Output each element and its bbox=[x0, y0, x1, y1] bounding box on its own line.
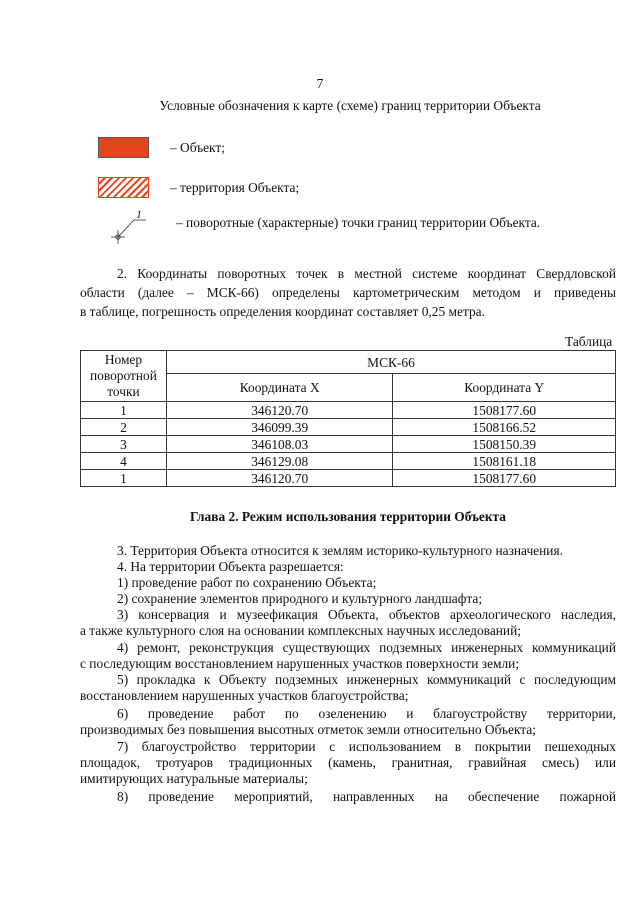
coord-y-cell: 1508166.52 bbox=[393, 419, 616, 436]
legend-points-label: – поворотные (характерные) точки границ территории Объекта. bbox=[176, 215, 541, 230]
legend-object-label: – Объект; bbox=[170, 140, 225, 155]
table-row bbox=[81, 470, 616, 487]
legend-heading: Условные обозначения к карте (схеме) границ территории Объекта bbox=[159, 98, 541, 113]
coord-x-header: Координата X bbox=[166, 374, 393, 402]
paragraph-2-line-1: 2. Координаты поворотных точек в местной системе координат Свердловской bbox=[117, 266, 616, 281]
table-row bbox=[81, 436, 616, 453]
page-number: 7 bbox=[316, 76, 324, 91]
territory-hatch-swatch bbox=[98, 177, 149, 198]
paragraph-2-line-2: области (далее – МСК-66) определены картометрическим методом и приведены bbox=[80, 285, 616, 300]
table-header-row bbox=[81, 351, 616, 374]
paragraph-3: 3. Территория Объекта относится к землям историко-культурного назначения. bbox=[117, 543, 563, 558]
point-number-header: Номер поворотной точки bbox=[81, 351, 167, 402]
coord-y-cell: 1508161.18 bbox=[393, 453, 616, 470]
coord-y-cell: 1508177.60 bbox=[393, 402, 616, 419]
list-item-4-line-2: с последующим восстановлением нарушенных участков поверхности земли; bbox=[80, 656, 520, 671]
list-item-3-line-1: 3) консервация и музеефикация Объекта, объектов археологического наследия, bbox=[117, 607, 616, 622]
list-item-7-line-3: имитирующих натуральные материалы; bbox=[80, 771, 308, 786]
coord-x-cell: 346120.70 bbox=[166, 470, 393, 487]
table-caption: Таблица bbox=[565, 334, 613, 349]
chapter-title: Глава 2. Режим использования территории Объекта bbox=[190, 509, 506, 524]
point-number-cell: 3 bbox=[81, 436, 167, 453]
object-swatch bbox=[98, 137, 149, 158]
table-row bbox=[81, 453, 616, 470]
coordinates-table bbox=[80, 350, 616, 487]
list-item-4-line-1: 4) ремонт, реконструкция существующих подземных инженерных коммуникаций bbox=[117, 640, 616, 655]
table-row bbox=[81, 419, 616, 436]
coord-x-cell: 346099.39 bbox=[166, 419, 393, 436]
list-item-7-line-1: 7) благоустройство территории с использованием в покрытии пешеходных bbox=[117, 739, 616, 754]
list-item-2: 2) сохранение элементов природного и культурного ландшафта; bbox=[117, 591, 483, 606]
list-item-1: 1) проведение работ по сохранению Объекта; bbox=[117, 575, 377, 590]
turning-point-number: 1 bbox=[136, 207, 142, 221]
coord-y-header: Координата Y bbox=[393, 374, 616, 402]
coord-y-cell: 1508150.39 bbox=[393, 436, 616, 453]
point-number-cell: 1 bbox=[81, 470, 167, 487]
point-number-cell: 4 bbox=[81, 453, 167, 470]
point-number-cell: 1 bbox=[81, 402, 167, 419]
coord-x-cell: 346120.70 bbox=[166, 402, 393, 419]
coordinate-system-header: МСК-66 bbox=[166, 351, 615, 374]
list-item-8-line-1: 8) проведение мероприятий, направленных на обеспечение пожарной bbox=[117, 789, 616, 804]
coord-y-cell: 1508177.60 bbox=[393, 470, 616, 487]
list-item-6-line-1: 6) проведение работ по озеленению и благоустройству территории, bbox=[117, 706, 616, 721]
legend-territory-label: – территория Объекта; bbox=[170, 180, 300, 195]
list-item-5-line-2: восстановлением нарушенных участков благоустройства; bbox=[80, 688, 409, 703]
list-item-6-line-2: производимых без повышения высотных отметок земли относительно Объекта; bbox=[80, 722, 536, 737]
coord-x-cell: 346129.08 bbox=[166, 453, 393, 470]
list-item-3-line-2: а также культурного слоя на основании комплексных научных исследований; bbox=[80, 623, 521, 638]
list-item-5-line-1: 5) прокладка к Объекту подземных инженерных коммуникаций с последующим bbox=[117, 672, 616, 687]
table-row bbox=[81, 402, 616, 419]
point-number-cell: 2 bbox=[81, 419, 167, 436]
list-item-7-line-2: площадок, тротуаров традиционных (камень, гранитная, гравийная смесь) или bbox=[80, 755, 616, 770]
paragraph-2-line-3: в таблице, погрешность определения координат составляет 0,25 метра. bbox=[80, 304, 485, 319]
coord-x-cell: 346108.03 bbox=[166, 436, 393, 453]
paragraph-4: 4. На территории Объекта разрешается: bbox=[117, 559, 344, 574]
turning-point-symbol bbox=[104, 206, 150, 244]
